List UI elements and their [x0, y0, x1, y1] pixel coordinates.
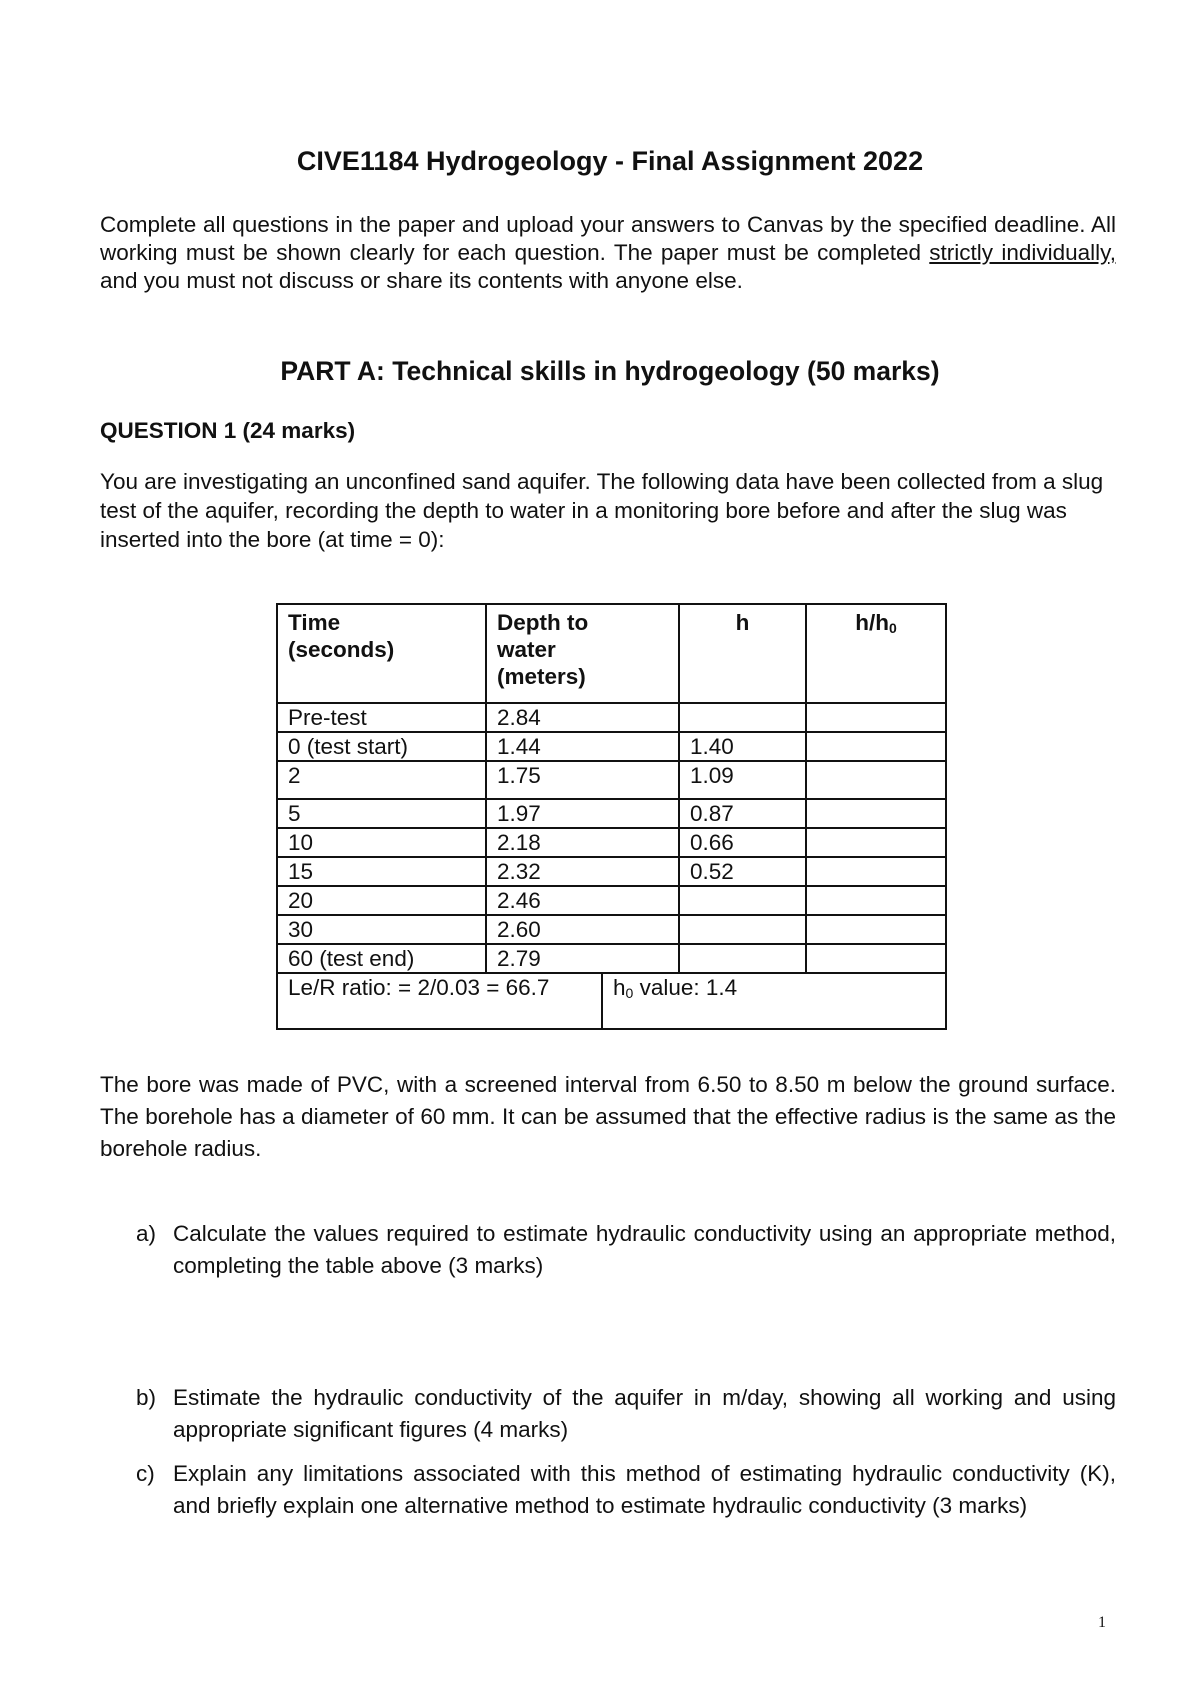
- item-label: a): [136, 1221, 157, 1246]
- header-depth: Depth to water (meters): [486, 604, 679, 703]
- page-number: 1: [1098, 1614, 1106, 1631]
- header-time: Time (seconds): [277, 604, 486, 703]
- cell-h-ratio: [806, 761, 946, 799]
- cell-time: 60 (test end): [277, 944, 486, 973]
- cell-depth: 2.60: [486, 915, 679, 944]
- intro-underlined-text: strictly individually,: [929, 240, 1116, 265]
- table-row: [277, 915, 946, 944]
- cell-h-ratio: [806, 799, 946, 828]
- cell-depth: 1.44: [486, 732, 679, 761]
- table-row: [277, 828, 946, 857]
- cell-h-ratio: [806, 857, 946, 886]
- table-footer-row: [277, 973, 946, 1029]
- item-label: c): [136, 1461, 155, 1486]
- cell-h: 1.09: [679, 761, 806, 799]
- item-text: Estimate the hydraulic conductivity of the aquifer in m/day, showing all working and using appropriate significant figures (4 marks): [173, 1385, 1116, 1442]
- cell-h: [679, 703, 806, 732]
- cell-time: 10: [277, 828, 486, 857]
- part-a-heading: PART A: Technical skills in hydrogeology (50 marks): [280, 356, 940, 386]
- cell-h: 1.40: [679, 732, 806, 761]
- cell-h: 0.87: [679, 799, 806, 828]
- table-row: [277, 886, 946, 915]
- cell-h-ratio: [806, 915, 946, 944]
- cell-depth: 2.79: [486, 944, 679, 973]
- question-1-heading: QUESTION 1 (24 marks): [100, 418, 356, 443]
- cell-h: [679, 886, 806, 915]
- item-label: b): [136, 1385, 157, 1410]
- table-row: [277, 732, 946, 761]
- table-row: [277, 703, 946, 732]
- cell-depth: 2.84: [486, 703, 679, 732]
- table-header-row: [277, 604, 946, 703]
- intro-text-start: Complete all questions in the paper and upload your answers to Canvas by the specified deadline. All working must be shown clearly for each question. The paper must be completed: [100, 212, 1116, 265]
- table-row: [277, 857, 946, 886]
- cell-time: 0 (test start): [277, 732, 486, 761]
- table-row: [277, 799, 946, 828]
- cell-time: 15: [277, 857, 486, 886]
- cell-h: [679, 915, 806, 944]
- cell-depth: 1.97: [486, 799, 679, 828]
- cell-time: 2: [277, 761, 486, 799]
- cell-depth: 2.18: [486, 828, 679, 857]
- cell-le-r-ratio: Le/R ratio: = 2/0.03 = 66.7: [277, 973, 602, 1029]
- cell-h-ratio: [806, 886, 946, 915]
- table-row: [277, 944, 946, 973]
- header-h: h: [679, 604, 806, 703]
- cell-h0-value: $h_0$ value: 1.4: [602, 973, 946, 1029]
- table-row: [277, 761, 946, 799]
- intro-paragraph: [100, 211, 1116, 295]
- cell-depth: 2.32: [486, 857, 679, 886]
- document-title: CIVE1184 Hydrogeology - Final Assignment 2022: [296, 146, 924, 176]
- item-text: Explain any limitations associated with this method of estimating hydraulic conductivity (K), and briefly explain one alternative method to estimate hydraulic conductivity (3 marks): [173, 1461, 1116, 1518]
- cell-h-ratio: [806, 732, 946, 761]
- cell-h-ratio: [806, 828, 946, 857]
- cell-h-ratio: [806, 944, 946, 973]
- cell-depth: 1.75: [486, 761, 679, 799]
- cell-time: 20: [277, 886, 486, 915]
- header-h-ratio: $h/h_0$: [806, 604, 946, 703]
- item-text: Calculate the values required to estimate hydraulic conductivity using an appropriate method, completing the table above (3 marks): [173, 1221, 1116, 1278]
- cell-h: 0.52: [679, 857, 806, 886]
- cell-h: [679, 944, 806, 973]
- intro-text-end: and you must not discuss or share its contents with anyone else.: [100, 268, 743, 293]
- cell-depth: 2.46: [486, 886, 679, 915]
- cell-time: 30: [277, 915, 486, 944]
- cell-h-ratio: [806, 703, 946, 732]
- cell-time: 5: [277, 799, 486, 828]
- bore-description-paragraph: The bore was made of PVC, with a screened interval from 6.50 to 8.50 m below the ground surface. The borehole has a diameter of 60 mm. It can be assumed that the effective radius is the same as the borehole radius.: [100, 1072, 1116, 1161]
- question-1-text: You are investigating an unconfined sand aquifer. The following data have been collected from a slug test of the aquifer, recording the depth to water in a monitoring bore before and after the slug was inserted into the bore (at time = 0):: [100, 469, 1104, 552]
- slug-test-table: [276, 603, 947, 1030]
- cell-time: Pre-test: [277, 703, 486, 732]
- cell-h: 0.66: [679, 828, 806, 857]
